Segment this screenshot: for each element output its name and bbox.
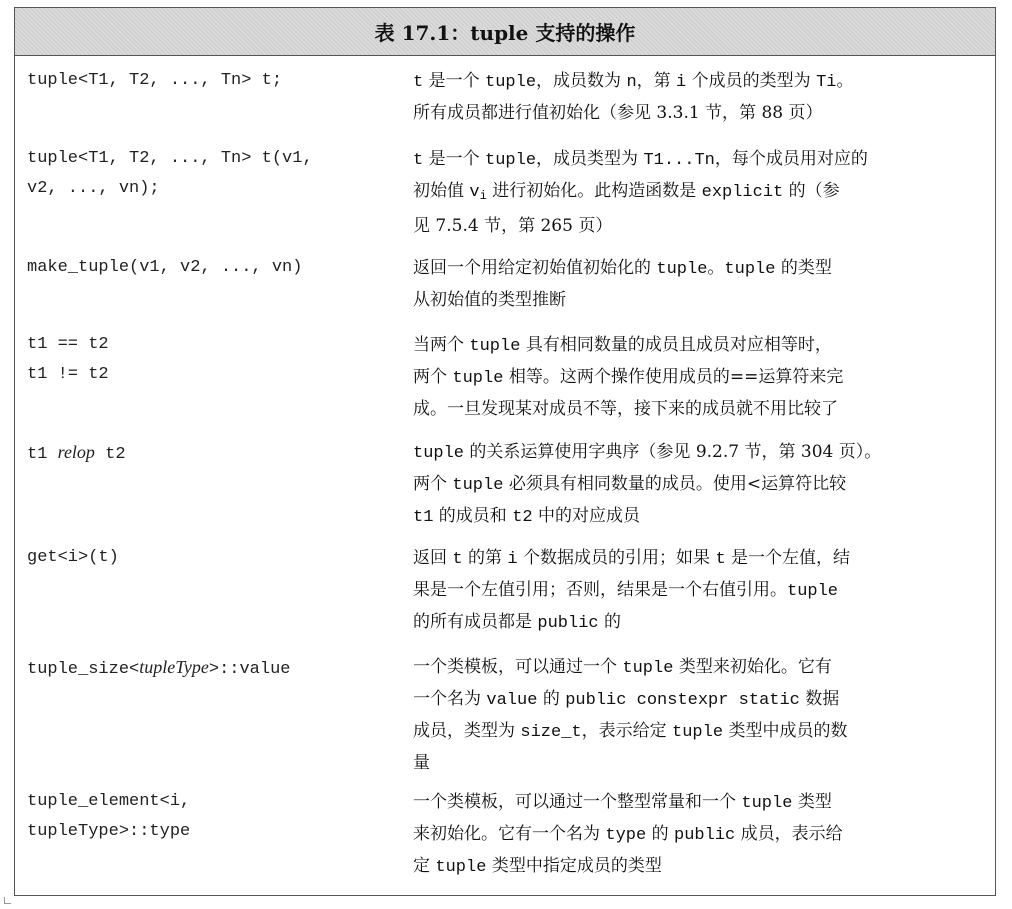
text-fragment: 的类型 [775,258,832,278]
text-fragment: 成员，表示给 [735,824,843,844]
operation-fragment: tupleType [139,657,209,677]
code-fragment: t [413,73,424,92]
description-cell [413,330,983,424]
code-fragment: tuple [672,723,724,742]
code-fragment: tuple [469,337,521,356]
text-fragment: 必须具有相同数量的成员。使用<运算符比较 [503,474,847,494]
text-fragment: 具有相同数量的成员且成员对应相等时， [520,335,832,355]
text-fragment: 所有成员都进行值初始化（参见 3.3.1 节，第 88 页） [413,103,823,123]
operation-line: get<i>(t) [27,548,119,567]
operation-cell [27,144,407,204]
text-fragment: ，成员类型为 [536,149,644,169]
code-fragment: size_t [520,723,582,742]
text-fragment: 是一个左值，结 [725,548,851,568]
text-fragment: 定 [413,856,436,876]
description-line [413,66,983,98]
code-fragment: tuple [485,73,537,92]
description-line [413,684,983,716]
text-fragment: ，表示给定 [581,721,673,741]
description-line [413,98,983,128]
code-fragment: public [674,826,736,845]
text-fragment: 返回一个用给定初始值初始化的 [413,258,657,278]
text-fragment: 类型 [792,792,832,812]
operation-line: tuple<T1, T2, ..., Tn> t(v1, [27,149,313,168]
text-fragment: 一个名为 [413,689,487,709]
description-cell [413,787,983,883]
description-line [413,330,983,362]
description-line [413,394,983,424]
text-fragment: 进行初始化。此构造函数是 [486,181,702,201]
description-line [413,501,983,533]
operation-line: tupleType>::type [27,822,191,841]
code-fragment: v [469,183,480,202]
code-fragment: tuple [452,476,504,495]
operation-line: v2, ..., vn); [27,179,160,198]
operation-cell [27,253,407,283]
text-fragment: 相等。这两个操作使用成员的==运算符来完 [503,367,844,387]
text-fragment: 成员，类型为 [413,721,521,741]
description-line [413,607,983,639]
code-fragment: tuple [787,582,839,601]
operation-fragment: t2 [94,445,126,464]
operation-line [27,652,407,685]
description-line [413,575,983,607]
table-title: 表 17.1：tuple 支持的操作 [15,8,995,56]
description-line [413,211,983,241]
description-cell [413,253,983,315]
operations-table [14,7,996,896]
description-cell [413,652,983,778]
text-fragment: ，第 [636,71,677,91]
description-line [413,362,983,394]
operation-cell [27,787,407,847]
text-fragment: 个成员的类型为 [686,71,817,91]
code-fragment: T1...Tn [643,151,715,170]
description-line [413,748,983,778]
description-line [413,144,983,176]
code-fragment: public [537,614,599,633]
description-line [413,716,983,748]
code-fragment: t2 [512,508,533,527]
text-fragment: 的所有成员都是 [413,612,538,632]
code-fragment: tuple [435,858,487,877]
description-cell [413,144,983,241]
text-fragment: 两个 [413,367,453,387]
text-fragment: 数据 [799,689,840,709]
description-line [413,285,983,315]
text-fragment: 从初始值的类型推断 [413,290,566,310]
description-line [413,819,983,851]
page-corner-mark [4,897,11,904]
text-fragment: 两个 [413,474,453,494]
text-fragment: 量 [413,753,430,773]
text-fragment: 个数据成员的引用；如果 [517,548,716,568]
code-fragment: i [507,550,518,569]
operation-cell [27,330,407,390]
text-fragment: 一个类模板，可以通过一个 [413,657,623,677]
operation-cell [27,543,407,573]
description-cell [413,66,983,128]
text-fragment: 是一个 [423,149,486,169]
text-fragment: 。 [836,71,854,91]
code-fragment: t [452,550,463,569]
code-fragment: i [676,73,687,92]
text-fragment: 果是一个左值引用；否则，结果是一个右值引用。 [413,580,787,600]
code-fragment: public constexpr static [565,691,800,710]
operation-fragment: >::value [208,660,291,679]
description-line [413,543,983,575]
text-fragment: 的成员和 [433,506,513,526]
text-fragment: 类型中成员的数 [723,721,848,741]
description-line [413,787,983,819]
description-line [413,652,983,684]
text-fragment: 的 [646,824,675,844]
code-fragment: Ti [816,73,837,92]
text-fragment: 一个类模板，可以通过一个整型常量和一个 [413,792,742,812]
text-fragment: 类型中指定成员的类型 [486,856,662,876]
code-fragment: type [605,826,647,845]
operation-cell [27,437,407,470]
text-fragment: 类型来初始化。它有 [673,657,832,677]
operation-line: t1 != t2 [27,365,109,384]
code-fragment: n [626,73,637,92]
code-fragment: tuple [656,260,708,279]
text-fragment: 的 [537,689,566,709]
description-line [413,176,983,211]
code-fragment: tuple [485,151,537,170]
text-fragment: 的（参 [783,181,840,201]
code-fragment: t [413,151,424,170]
text-fragment: 当两个 [413,335,470,355]
operation-fragment: relop [57,442,95,462]
code-fragment: t [715,550,726,569]
text-fragment: 的 [598,612,622,632]
text-fragment: 初始值 [413,181,470,201]
text-fragment: 返回 [413,548,453,568]
text-fragment: 的第 [462,548,508,568]
operation-line: t1 == t2 [27,335,109,354]
code-fragment: explicit [701,183,784,202]
code-fragment: tuple [724,260,776,279]
operation-fragment: tuple_size< [27,660,140,679]
code-fragment: tuple [452,369,504,388]
text-fragment: 见 7.5.4 节，第 265 页） [413,216,613,236]
description-line [413,851,983,883]
operation-line: tuple<T1, T2, ..., Tn> t; [27,71,283,90]
description-line [413,437,983,469]
operation-cell [27,652,407,685]
operation-cell [27,66,407,96]
description-line [413,253,983,285]
code-fragment: tuple [741,794,793,813]
text-fragment: 是一个 [423,71,486,91]
operation-fragment: t1 [27,445,58,464]
text-fragment: 成。一旦发现某对成员不等，接下来的成员就不用比较了 [413,399,838,419]
operation-line: tuple_element<i, [27,792,191,811]
code-fragment: tuple [622,659,674,678]
description-line [413,469,983,501]
text-fragment: 。 [707,258,725,278]
text-fragment: ，每个成员用对应的 [714,149,868,169]
code-fragment: i [479,189,487,203]
code-fragment: tuple [413,444,465,463]
text-fragment: 中的对应成员 [532,506,641,526]
operation-line [27,437,407,470]
code-fragment: t1 [413,508,434,527]
text-fragment: ，成员数为 [536,71,627,91]
operation-line: make_tuple(v1, v2, ..., vn) [27,258,303,277]
text-fragment: 的关系运算使用字典序（参见 9.2.7 节，第 304 页）。 [464,442,882,462]
description-cell [413,543,983,639]
text-fragment: 来初始化。它有一个名为 [413,824,606,844]
description-cell [413,437,983,533]
code-fragment: value [486,691,538,710]
